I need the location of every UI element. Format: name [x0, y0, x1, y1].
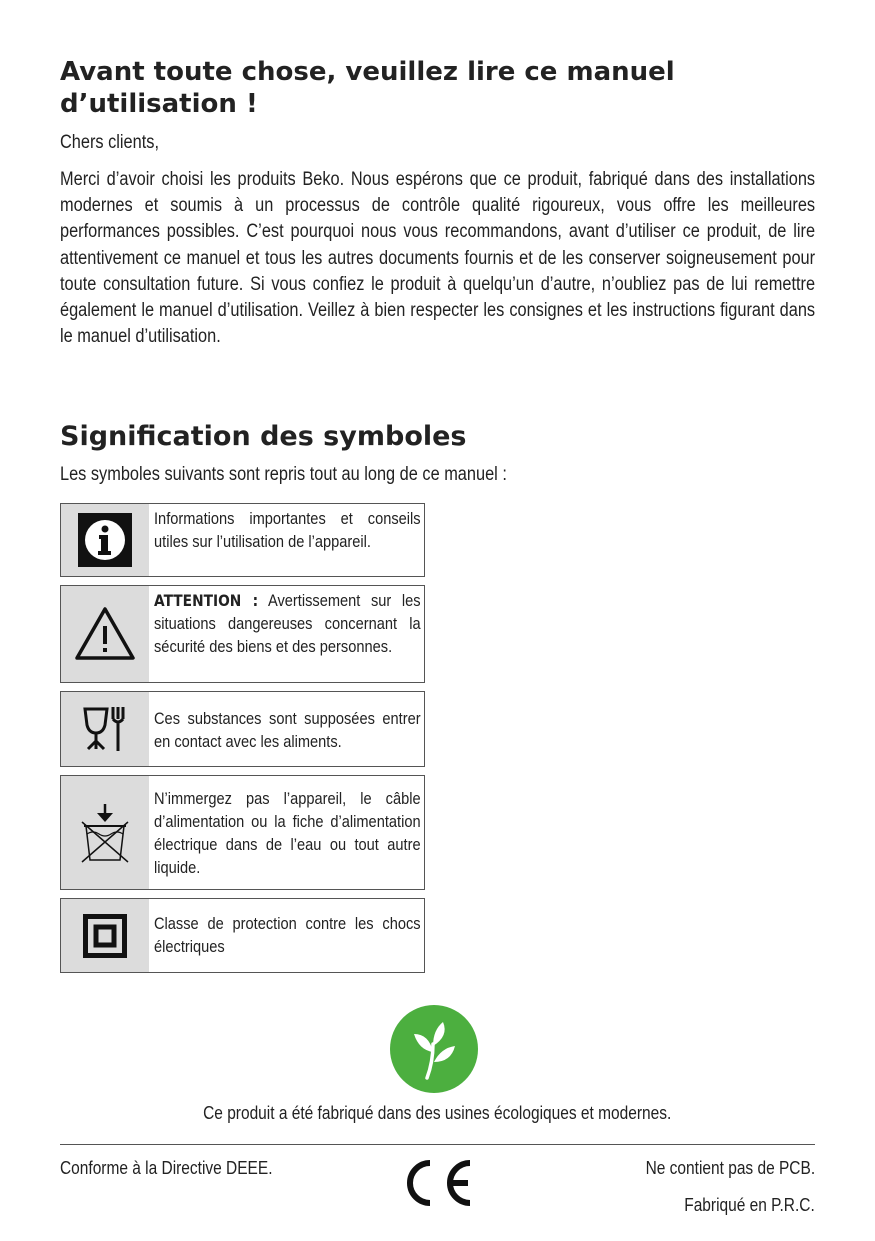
symbol-row-food-contact: [60, 691, 425, 767]
symbol-text: N’immergez pas l’appareil, le câble d’alimentation ou la fiche d’alimentation électrique dans de l’eau ou tout autre liquide.: [154, 789, 421, 877]
footer-divider: [60, 1144, 815, 1145]
symbols-subtitle: Les symboles suivants sont repris tout au long de ce manuel :: [60, 464, 507, 485]
greeting: Chers clients,: [60, 132, 159, 153]
pcb-statement: Ne contient pas de PCB.: [645, 1158, 815, 1178]
ce-mark-icon: [396, 1153, 480, 1218]
symbol-text: Informations importantes et conseils utiles sur l’utilisation de l’appareil.: [154, 509, 421, 551]
page-title: Avant toute chose, veuillez lire ce manuel d’utilisation !: [60, 57, 675, 119]
info-icon: [61, 504, 149, 576]
origin-statement: Fabriqué en P.R.C.: [684, 1195, 815, 1215]
intro-paragraph: Merci d’avoir choisi les produits Beko. Nous espérons que ce produit, fabriqué dans des installations modernes et soumis à un processus de contrôle qualité rigoureux, vous offre les meilleures performances possibles. C’est pourquoi nous vous recommandons, avant d’utiliser ce produit, de lire attentivement ce manuel et tous les autres documents fournis et de les conserver soigneusement pour toute consultation future. Si vous confiez le produit à quelqu’un d’autre, n’oubliez pas de lui remettre également le manuel d’utilisation. Veillez à bien respecter les consignes et les instructions figurant dans le manuel d’utilisation.: [60, 169, 816, 348]
double-insulation-icon: [61, 899, 149, 972]
eco-leaf-icon: [389, 1004, 479, 1099]
symbols-heading: Signification des symboles: [60, 421, 467, 452]
do-not-immerse-icon: [61, 776, 149, 889]
attention-label: ATTENTION :: [154, 591, 259, 610]
symbol-text: Classe de protection contre les chocs électriques: [154, 914, 421, 956]
warning-triangle-icon: [61, 586, 149, 682]
weee-compliance: Conforme à la Directive DEEE.: [60, 1158, 273, 1178]
symbol-row-warning: [60, 585, 425, 683]
symbol-row-info: [60, 503, 425, 577]
symbol-row-do-not-immerse: [60, 775, 425, 890]
symbol-text: ATTENTION : Avertissement sur les situations dangereuses concernant la sécurité des biens et des personnes.: [154, 591, 421, 656]
symbol-text: Ces substances sont supposées entrer en contact avec les aliments.: [154, 709, 421, 751]
food-contact-icon: [61, 692, 149, 766]
eco-caption: Ce produit a été fabriqué dans des usines écologiques et modernes.: [203, 1103, 672, 1123]
symbol-row-protection-class: [60, 898, 425, 973]
